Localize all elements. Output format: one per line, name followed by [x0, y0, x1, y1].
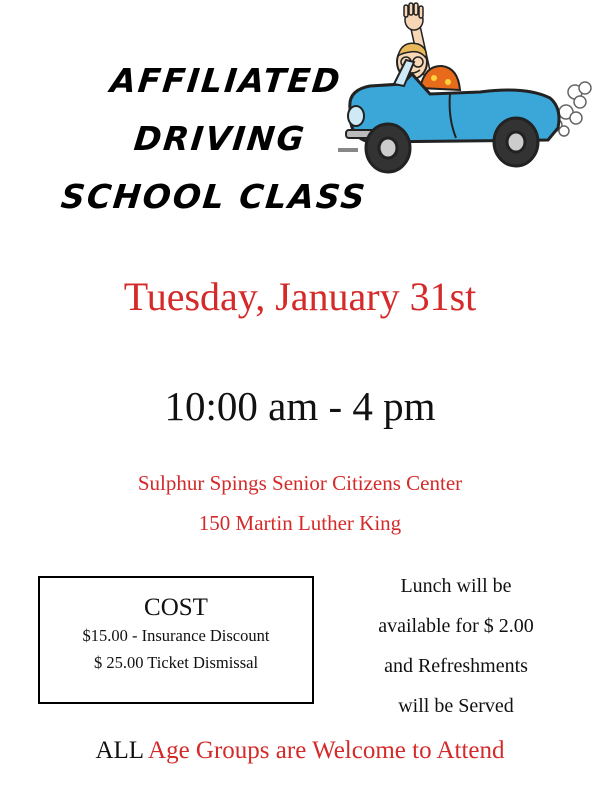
cost-box: [38, 576, 314, 704]
lunch-line: Lunch will be: [400, 575, 512, 597]
title-line-3: SCHOOL CLASS: [59, 177, 369, 216]
title-line-2: DRIVING: [132, 119, 308, 158]
event-date: Tuesday, January 31st: [123, 274, 477, 319]
venue-name: Sulphur Spings Senior Citizens Center: [137, 471, 463, 495]
lunch-line: available for $ 2.00: [378, 615, 534, 637]
footer-welcome: [0, 737, 600, 765]
event-venue: [0, 463, 600, 543]
event-time: 10:00 am - 4 pm: [164, 383, 436, 429]
lunch-line: and Refreshments: [384, 655, 528, 677]
cost-item-ticket: $ 25.00 Ticket Dismissal: [93, 653, 259, 672]
title-line-1: AFFILIATED: [108, 61, 344, 100]
cost-heading: COST: [144, 594, 208, 621]
venue-address: 150 Martin Luther King: [198, 511, 402, 535]
lunch-note: [336, 566, 576, 726]
footer-message: Age Groups are Welcome to Attend: [148, 737, 505, 764]
cost-item-insurance: $15.00 - Insurance Discount: [82, 626, 270, 645]
footer-prefix: ALL: [95, 737, 144, 764]
car-driver-illustration: [330, 0, 600, 195]
lunch-line: will be Served: [398, 695, 514, 717]
